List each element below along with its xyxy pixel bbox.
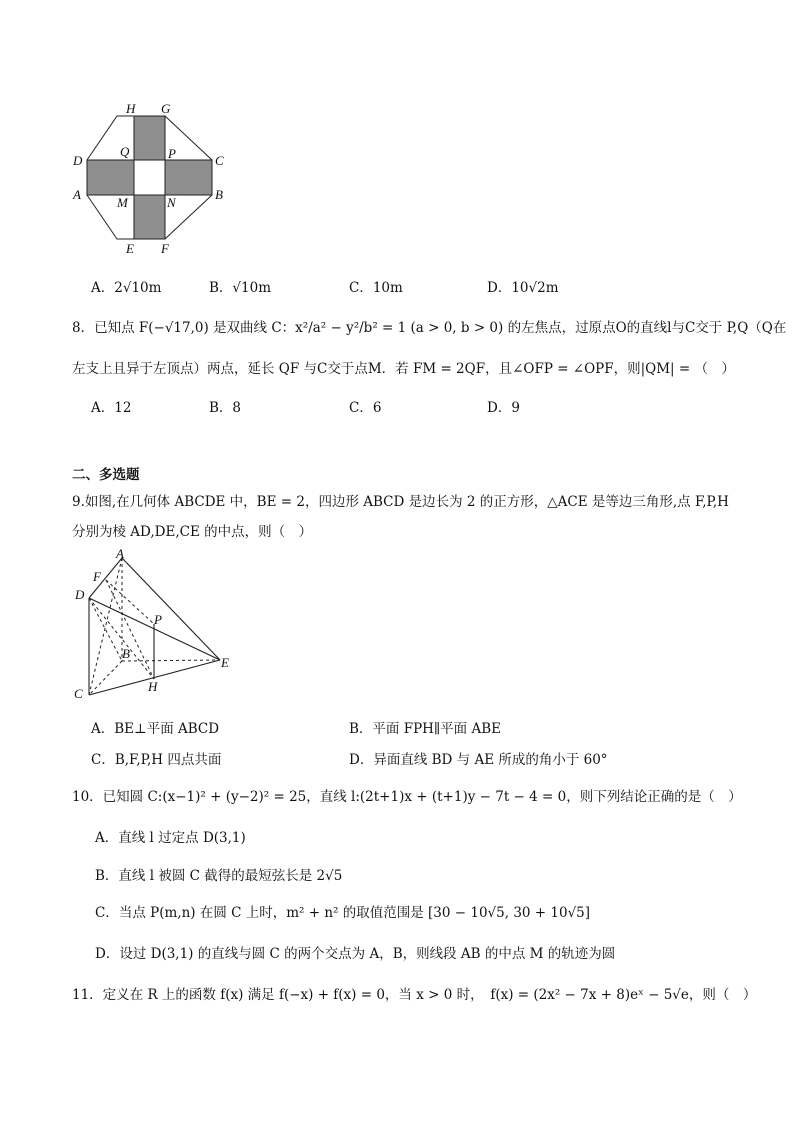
label-P: P (154, 612, 162, 627)
label-B: B (215, 187, 223, 202)
q10-option-b[interactable] (95, 864, 342, 884)
option-text: 12 (114, 400, 132, 416)
option-text: 10√2m (511, 280, 559, 296)
option-letter: D． (349, 752, 374, 768)
label-Q: Q (120, 144, 130, 159)
section-heading: 二、多选题 (72, 467, 140, 483)
label-F: F (161, 241, 169, 256)
option-text: 直线 l 被圆 C 截得的最短弦长是 2√5 (118, 868, 343, 884)
q9-option-b[interactable] (349, 717, 501, 737)
label-H: H (148, 679, 158, 694)
label-C: C (74, 686, 83, 701)
q8-option-b[interactable] (209, 396, 241, 416)
q8-option-a[interactable] (91, 396, 131, 416)
q9-option-a[interactable] (91, 717, 219, 737)
q7-option-d[interactable] (487, 276, 559, 296)
q8-option-c[interactable] (349, 396, 381, 416)
option-text: 6 (372, 400, 382, 416)
option-letter: C． (91, 752, 115, 768)
option-letter: B． (209, 400, 233, 416)
option-text: 8 (232, 400, 242, 416)
option-letter: D． (487, 400, 512, 416)
option-text: B,F,P,H 四点共面 (114, 752, 222, 768)
option-text: 平面 FPH∥平面 ABE (372, 721, 501, 737)
option-letter: B． (209, 280, 233, 296)
octagon-cross-figure (70, 98, 230, 258)
option-text: 异面直线 BD 与 AE 所成的角小于 60° (373, 752, 608, 768)
option-letter: B． (349, 721, 373, 737)
label-E: E (126, 241, 134, 256)
label-P: P (168, 146, 176, 161)
option-letter: A． (91, 721, 115, 737)
option-text: 9 (511, 400, 520, 416)
option-letter: C． (349, 400, 373, 416)
option-letter: A． (91, 280, 115, 296)
label-D: D (73, 153, 83, 168)
q10-option-c[interactable] (95, 901, 590, 921)
label-G: G (161, 101, 171, 116)
option-letter: A． (95, 830, 119, 846)
q8-option-d[interactable] (487, 396, 520, 416)
option-letter: A． (91, 400, 115, 416)
option-letter: C． (95, 905, 119, 921)
label-A: A (116, 546, 124, 561)
option-letter: C． (349, 280, 373, 296)
option-text: 设过 D(3,1) 的直线与圆 C 的两个交点为 A，B，则线段 AB 的中点 M 的轨迹为圆 (119, 946, 616, 962)
q8-stem-line1: 8．已知点 F(−√17,0) 是双曲线 C：x²/a² − y²/b² = 1 (a > 0, b > 0) 的左焦点，过原点O的直线l与C交于 P,Q（Q在 (72, 320, 787, 336)
q7-option-c[interactable] (349, 276, 403, 296)
option-text: 直线 l 过定点 D(3,1) (118, 830, 246, 846)
q9-option-d[interactable] (349, 748, 608, 768)
option-text: BE⊥平面 ABCD (114, 721, 220, 737)
label-A: A (73, 187, 81, 202)
label-M: M (117, 195, 128, 210)
label-C: C (215, 153, 224, 168)
q10-option-a[interactable] (95, 826, 246, 846)
q9-stem-line2: 分别为棱 AD,DE,CE 的中点，则（ ） (72, 524, 313, 540)
q7-option-a[interactable] (91, 276, 161, 296)
option-text: 当点 P(m,n) 在圆 C 上时，m² + n² 的取值范围是 [30 − 10√5, 30 + 10√5] (118, 905, 591, 921)
q9-option-c[interactable] (91, 748, 221, 768)
label-H: H (126, 101, 136, 116)
option-text: 10m (372, 280, 403, 296)
label-F: F (93, 569, 101, 584)
q11-stem: 11．定义在 R 上的函数 f(x) 满足 f(−x) + f(x) = 0，当 x > 0 时， f(x) = (2x² − 7x + 8)eˣ − 5√e，则（ ） (72, 987, 757, 1003)
q10-option-d[interactable] (95, 942, 615, 962)
q7-option-b[interactable] (209, 276, 271, 296)
label-N: N (167, 195, 176, 210)
option-text: 2√10m (114, 280, 162, 296)
option-letter: D． (95, 946, 120, 962)
q8-stem-line2: 左支上且异于左顶点）两点，延长 QF 与C交于点M．若 FM = 2QF，且∠OFP = ∠OPF，则|QM| = （ ） (72, 361, 736, 377)
q9-stem-line1: 9.如图,在几何体 ABCDE 中，BE = 2，四边形 ABCD 是边长为 2 的正方形，△ACE 是等边三角形,点 F,P,H (72, 494, 729, 510)
label-D: D (75, 587, 85, 602)
q10-stem: 10．已知圆 C:(x−1)² + (y−2)² = 25，直线 l:(2t+1)x + (t+1)y − 7t − 4 = 0，则下列结论正确的是（ ） (72, 789, 742, 805)
option-letter: D． (487, 280, 512, 296)
option-letter: B． (95, 868, 119, 884)
label-B: B (122, 646, 130, 661)
option-text: √10m (232, 280, 272, 296)
label-E: E (221, 655, 229, 670)
